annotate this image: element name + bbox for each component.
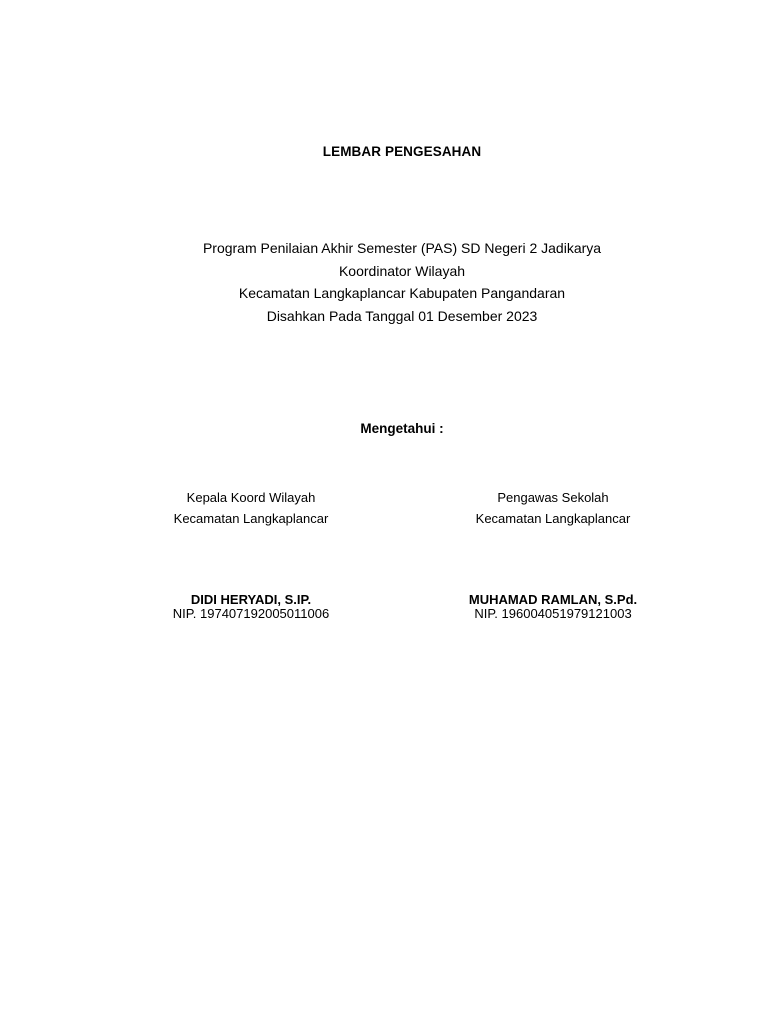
signatory-name: DIDI HERYADI, S.IP. — [190, 592, 312, 607]
signatory-role-line: Pengawas Sekolah — [497, 490, 609, 505]
program-line: Program Penilaian Akhir Semester (PAS) SD Negeri 2 Jadikarya — [202, 240, 602, 256]
signatory-name: MUHAMAD RAMLAN, S.Pd. — [468, 592, 638, 607]
signatory-role-line: Kepala Koord Wilayah — [186, 490, 316, 505]
signatory-role — [403, 487, 703, 529]
signatory-role-line: Kecamatan Langkaplancar — [173, 511, 329, 526]
signatory-role-line: Kecamatan Langkaplancar — [475, 511, 631, 526]
signatory-nip: NIP. 197407192005011006 — [172, 606, 330, 621]
program-line: Disahkan Pada Tanggal 01 Desember 2023 — [266, 307, 538, 324]
program-line: Kecamatan Langkaplancar Kabupaten Pangandaran — [238, 285, 566, 301]
document-title: LEMBAR PENGESAHAN — [322, 144, 482, 159]
program-line: Koordinator Wilayah — [338, 262, 466, 279]
acknowledgement-heading: Mengetahui : — [360, 421, 444, 436]
program-description — [0, 237, 768, 327]
signatory-role — [101, 487, 401, 529]
signatory-nip: NIP. 196004051979121003 — [474, 606, 632, 621]
